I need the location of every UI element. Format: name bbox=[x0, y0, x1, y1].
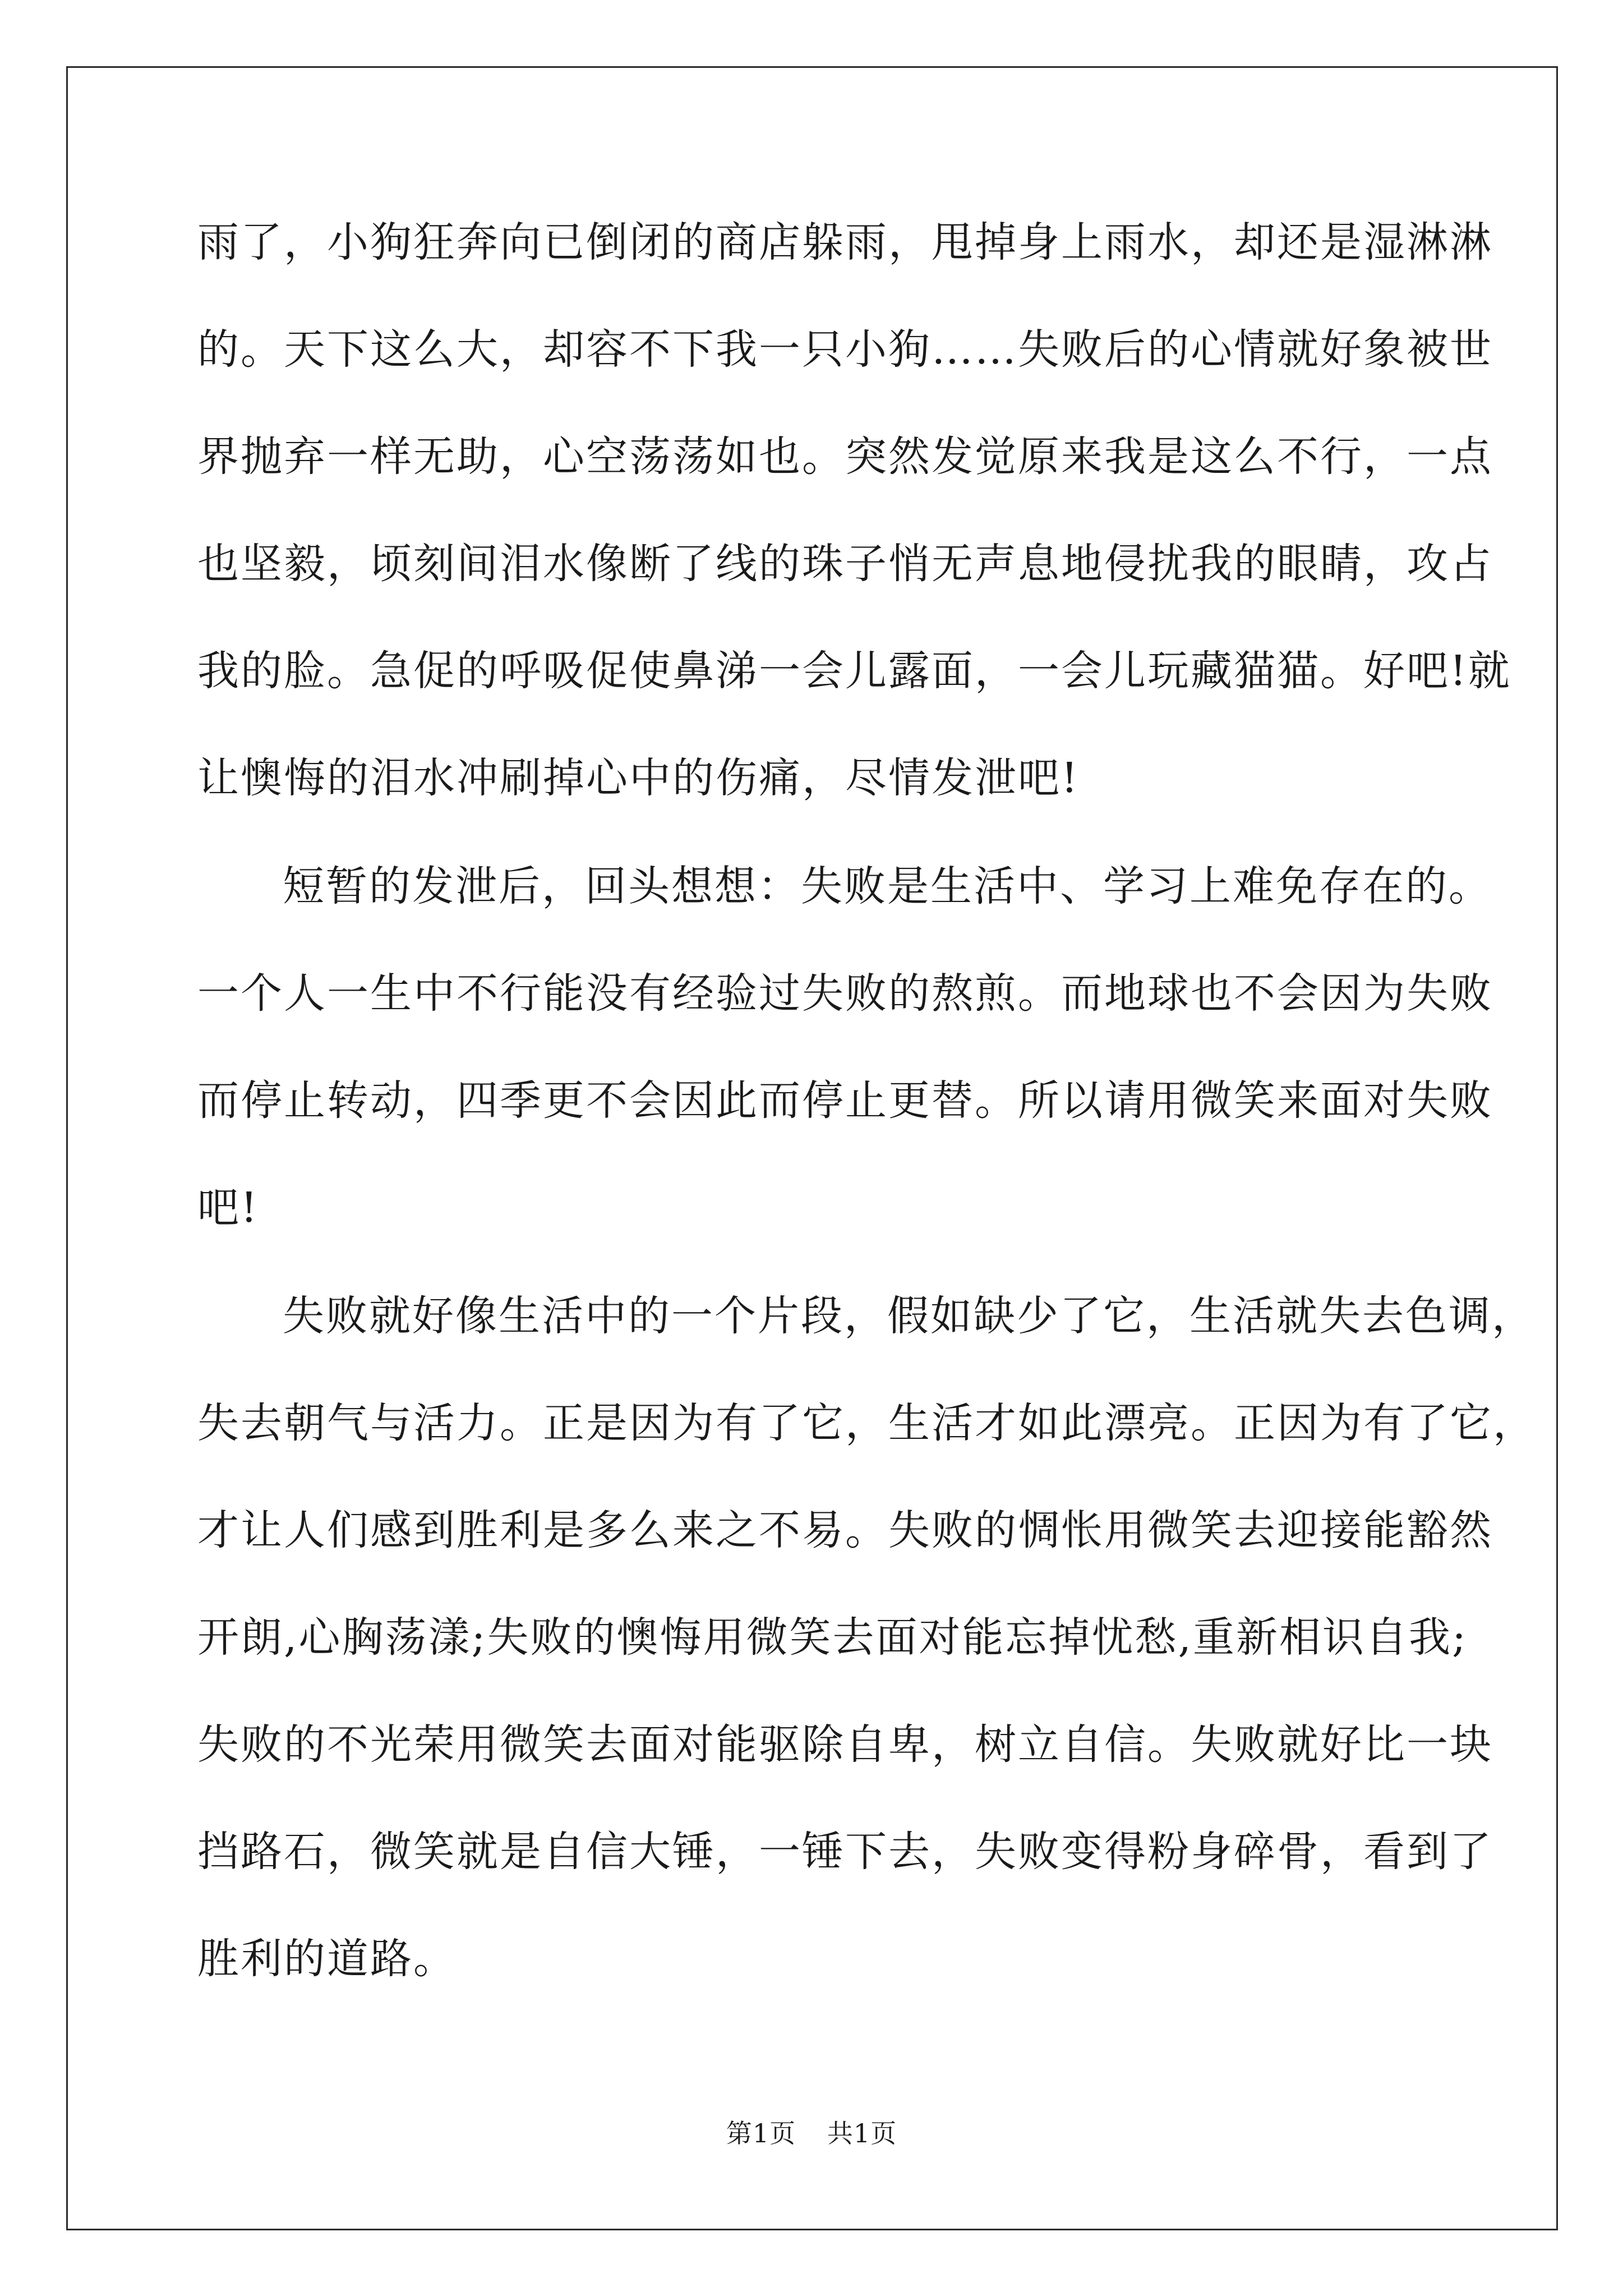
text-line: 挡路石，微笑就是自信大锤，一锤下去，失败变得粉身碎骨，看到了 bbox=[197, 1828, 1493, 1876]
text-line: 界抛弃一样无助，心空荡荡如也。突然发觉原来我是这么不行，一点 bbox=[197, 432, 1493, 481]
text-line: 让懊悔的泪水冲刷掉心中的伤痛，尽情发泄吧! bbox=[197, 754, 1080, 802]
text-line: 雨了，小狗狂奔向已倒闭的商店躲雨，甩掉身上雨水，却还是湿淋淋 bbox=[197, 218, 1493, 266]
text-line: 才让人们感到胜利是多么来之不易。失败的惆怅用微笑去迎接能豁然 bbox=[197, 1506, 1493, 1554]
text-line: 吧! bbox=[197, 1184, 259, 1232]
page-footer bbox=[0, 2118, 1623, 2149]
paragraph-start-line: 失败就好像生活中的一个片段，假如缺少了它，生活就失去色调， bbox=[283, 1292, 1535, 1340]
total-pages: 共1页 bbox=[827, 2118, 897, 2148]
text-line: 我的脸。急促的呼吸促使鼻涕一会儿露面，一会儿玩藏猫猫。好吧!就 bbox=[197, 647, 1511, 695]
text-line: 也坚毅，顷刻间泪水像断了线的珠子悄无声息地侵扰我的眼睛，攻占 bbox=[197, 540, 1493, 588]
document-body bbox=[197, 218, 1536, 1983]
text-line: 失败的不光荣用微笑去面对能驱除自卑，树立自信。失败就好比一块 bbox=[197, 1720, 1493, 1769]
page-number: 第1页 bbox=[726, 2118, 796, 2148]
paragraph-start-line: 短暂的发泄后，回头想想：失败是生活中、学习上难免存在的。 bbox=[283, 862, 1492, 910]
text-line: 的。天下这么大，却容不下我一只小狗……失败后的心情就好象被世 bbox=[197, 325, 1493, 374]
text-line: 胜利的道路。 bbox=[197, 1935, 457, 1983]
text-line: 而停止转动，四季更不会因此而停止更替。所以请用微笑来面对失败 bbox=[197, 1076, 1493, 1125]
text-line: 一个人一生中不行能没有经验过失败的熬煎。而地球也不会因为失败 bbox=[197, 969, 1493, 1018]
text-line: 开朗,心胸荡漾;失败的懊悔用微笑去面对能忘掉忧愁,重新相识自我; bbox=[197, 1613, 1468, 1662]
text-line: 失去朝气与活力。正是因为有了它，生活才如此漂亮。正因为有了它， bbox=[197, 1399, 1536, 1447]
